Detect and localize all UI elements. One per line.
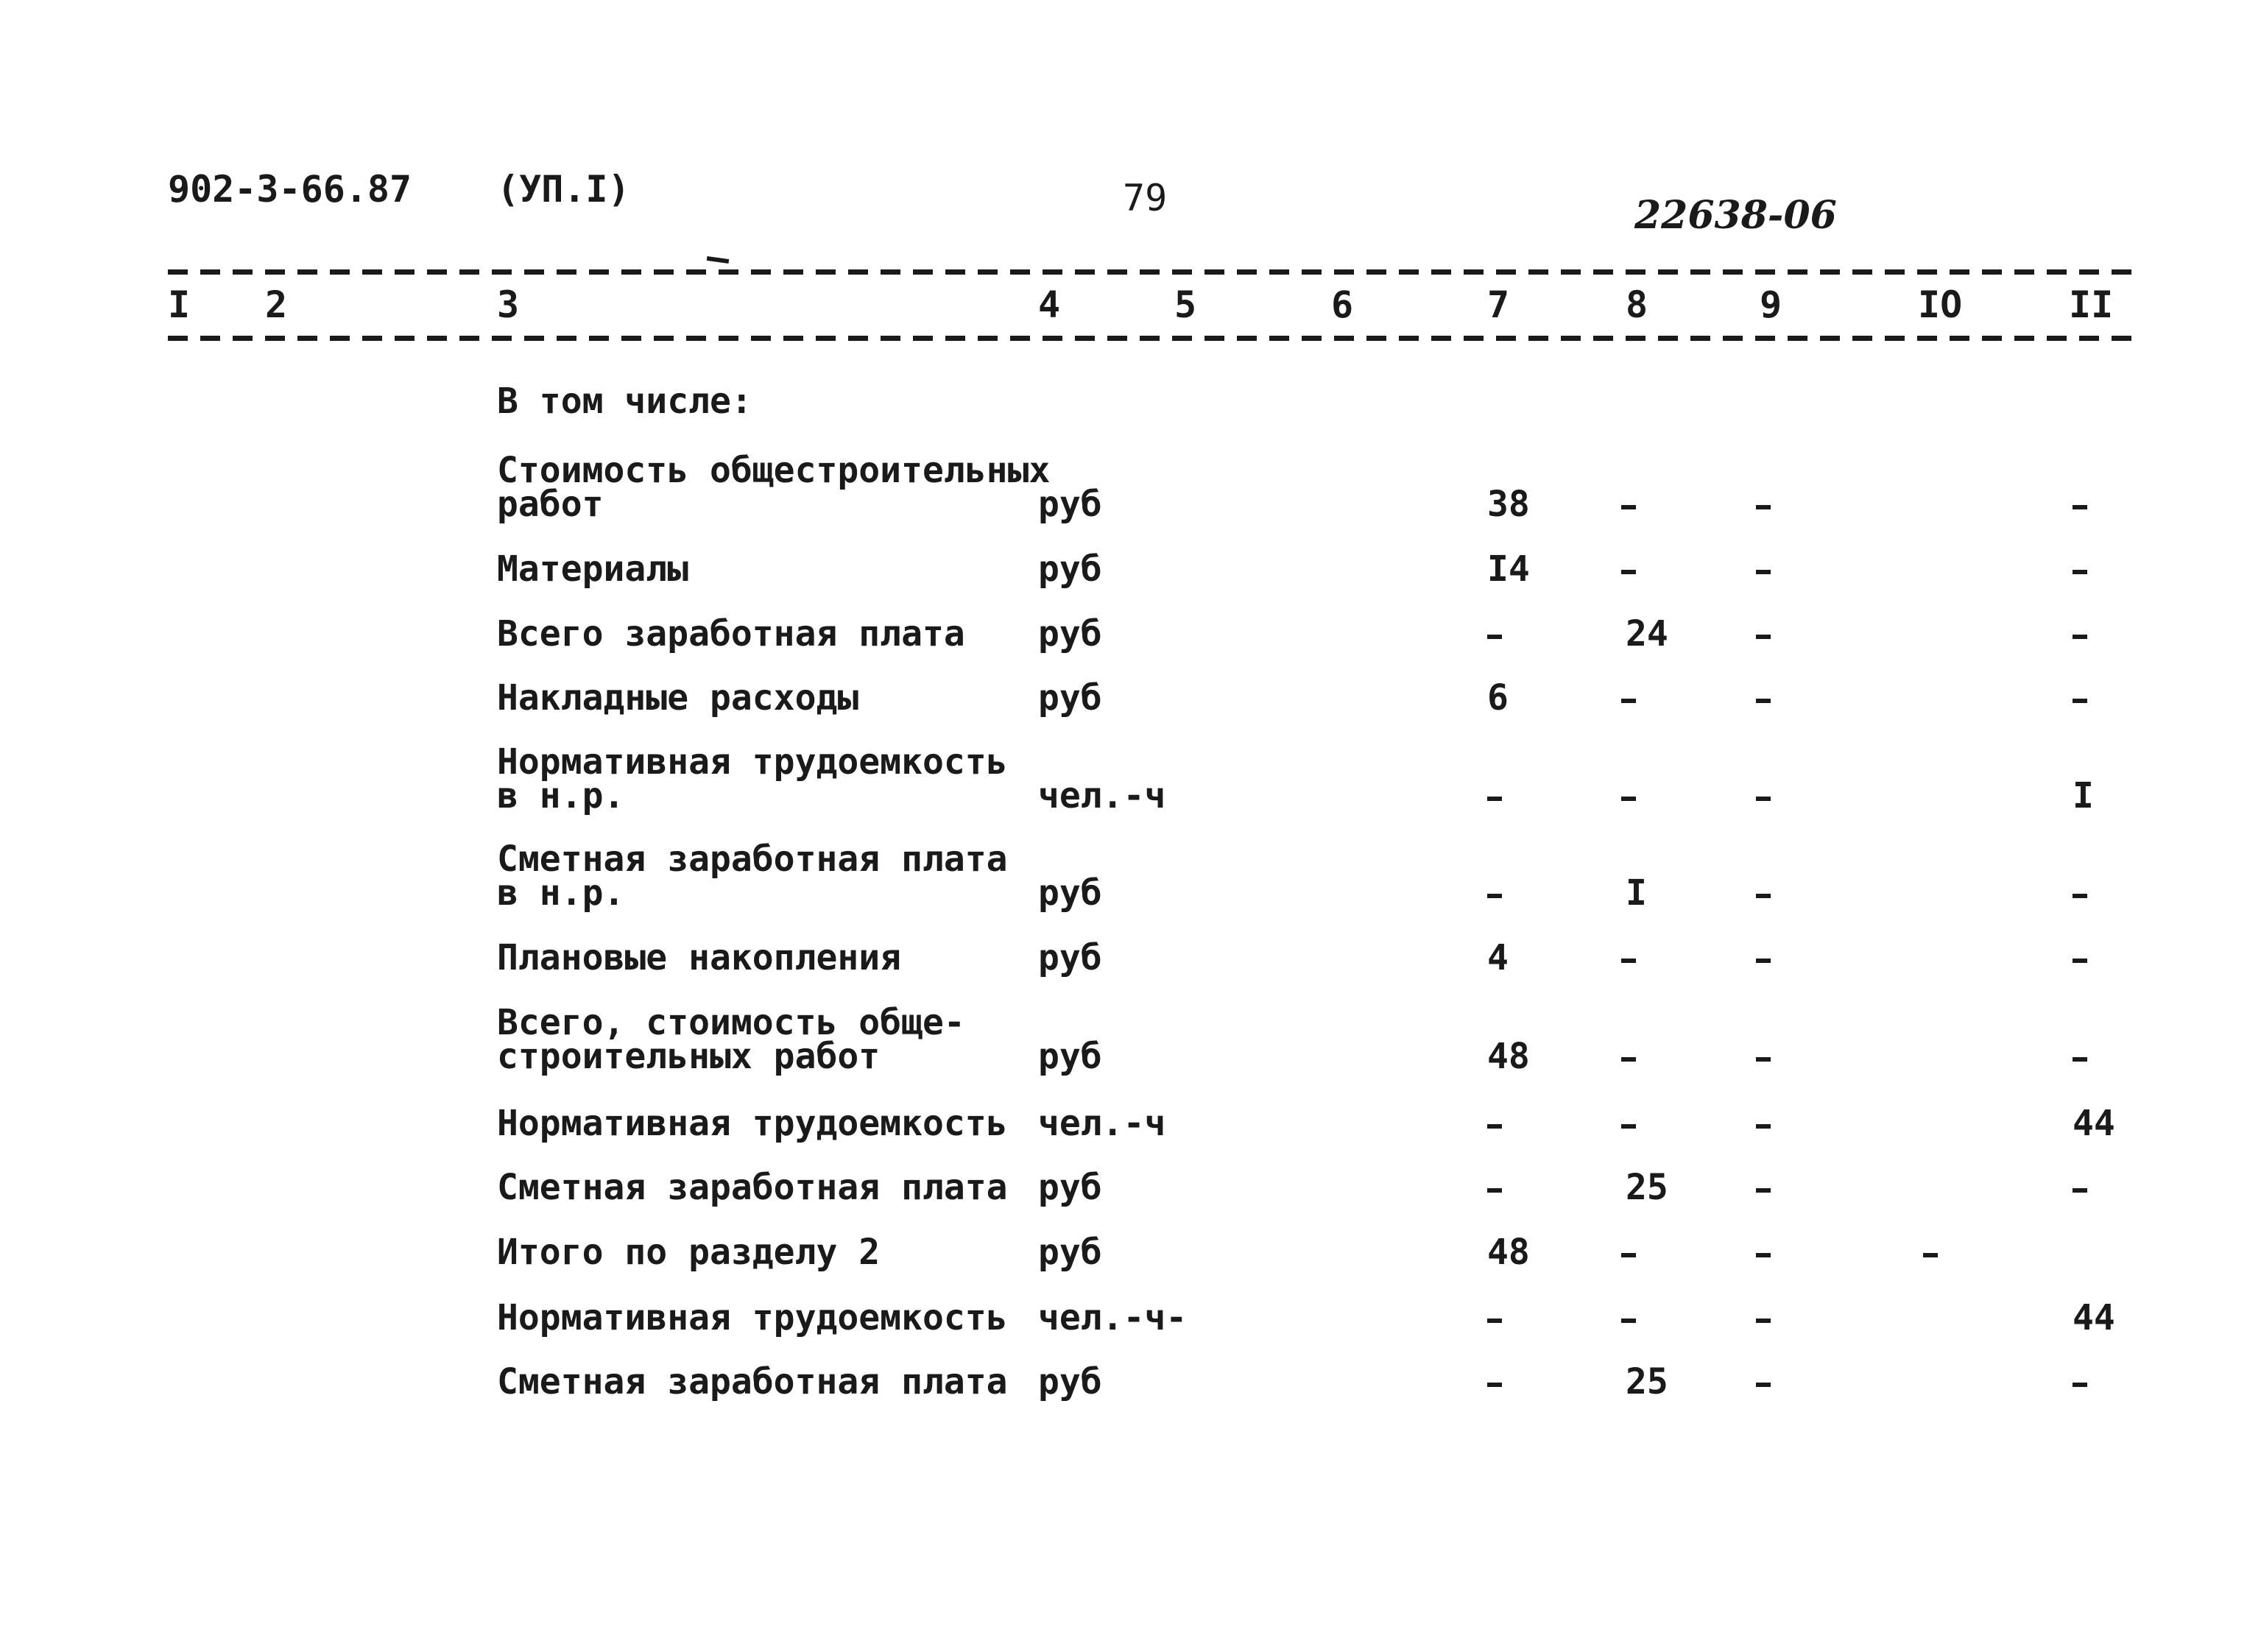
header-bottom-rule (168, 336, 2141, 341)
empty-value-dash (1756, 570, 1771, 574)
row-label (497, 1002, 965, 1077)
row-label-line: Сметная заработная плата (497, 839, 1008, 880)
empty-value-dash (1756, 1057, 1771, 1062)
empty-value-dash (2073, 959, 2087, 963)
unit-cell: руб (1038, 613, 1102, 654)
empty-value-dash (1487, 797, 1502, 801)
row-label-line: Сметная заработная плата (497, 1167, 1008, 1208)
unit-cell: чел.-ч- (1038, 1297, 1188, 1338)
header-top-rule (168, 269, 2141, 275)
unit-cell: руб (1038, 937, 1102, 978)
column-number: 2 (265, 283, 288, 326)
row-label-line: Нормативная трудоемкость (497, 1297, 1008, 1338)
empty-value-dash (1756, 1124, 1771, 1129)
empty-value-dash (1487, 1319, 1502, 1323)
value-cell: 4 (1487, 937, 1509, 978)
row-label (497, 548, 689, 590)
column-number: IO (1918, 283, 1963, 326)
row-label-line: Стоимость общестроительных (497, 450, 1051, 491)
empty-value-dash (2073, 570, 2087, 574)
row-label (497, 741, 1008, 816)
empty-value-dash (2073, 635, 2087, 639)
unit-cell: чел.-ч (1038, 775, 1166, 816)
column-number: I (168, 283, 191, 326)
column-number: 9 (1760, 283, 1782, 326)
row-label (497, 839, 1008, 914)
value-cell: 48 (1487, 1232, 1530, 1273)
empty-value-dash (1756, 699, 1771, 703)
column-number: 7 (1487, 283, 1510, 326)
value-cell: 25 (1626, 1361, 1668, 1402)
empty-value-dash (1621, 699, 1636, 703)
value-cell: 25 (1626, 1167, 1668, 1208)
empty-value-dash (1621, 570, 1636, 574)
row-label-line: в н.р. (497, 872, 625, 914)
empty-value-dash (1621, 1057, 1636, 1062)
unit-cell: руб (1038, 1232, 1102, 1273)
intro-text: В том числе: (497, 381, 752, 422)
row-label (497, 1232, 881, 1273)
empty-value-dash (1756, 797, 1771, 801)
empty-value-dash (1487, 1383, 1502, 1387)
empty-value-dash (1756, 1383, 1771, 1387)
column-number: 3 (497, 283, 520, 326)
value-cell: 6 (1487, 677, 1509, 719)
column-number: 8 (1626, 283, 1648, 326)
row-label (497, 1103, 1008, 1144)
empty-value-dash (1923, 1253, 1938, 1257)
archive-stamp-number: 22638-06 (1634, 193, 1837, 238)
row-label (497, 613, 965, 654)
row-label-line: Нормативная трудоемкость (497, 741, 1008, 783)
row-label-line: Плановые накопления (497, 937, 902, 978)
unit-cell: руб (1038, 1036, 1102, 1077)
row-label (497, 450, 1051, 525)
column-number: 5 (1174, 283, 1197, 326)
row-label-line: Итого по разделу 2 (497, 1232, 881, 1273)
value-cell: I4 (1487, 548, 1530, 590)
column-number: 4 (1038, 283, 1061, 326)
value-cell: 44 (2073, 1297, 2115, 1338)
empty-value-dash (1621, 1253, 1636, 1257)
empty-value-dash (2073, 699, 2087, 703)
row-label-line: Всего, стоимость обще- (497, 1002, 965, 1043)
row-label-line: Нормативная трудоемкость (497, 1103, 1008, 1144)
row-label-line: строительных работ (497, 1036, 881, 1077)
empty-value-dash (1621, 797, 1636, 801)
empty-value-dash (1621, 505, 1636, 509)
value-cell: I (2073, 775, 2094, 816)
unit-cell: чел.-ч (1038, 1103, 1166, 1144)
pen-mark (707, 256, 730, 264)
empty-value-dash (1756, 1319, 1771, 1323)
empty-value-dash (2073, 1057, 2087, 1062)
empty-value-dash (1621, 1319, 1636, 1323)
column-number: 6 (1331, 283, 1354, 326)
empty-value-dash (1756, 894, 1771, 898)
unit-cell: руб (1038, 677, 1102, 719)
row-label-line: Сметная заработная плата (497, 1361, 1008, 1402)
empty-value-dash (1487, 1188, 1502, 1193)
row-label (497, 1297, 1008, 1338)
empty-value-dash (1756, 1188, 1771, 1193)
row-label-line: Накладные расходы (497, 677, 859, 719)
row-label-line: работ (497, 484, 604, 525)
row-label-line: Материалы (497, 548, 689, 590)
row-label (497, 937, 902, 978)
empty-value-dash (2073, 894, 2087, 898)
row-label (497, 1361, 1008, 1402)
value-cell: 24 (1626, 613, 1668, 654)
row-label (497, 1167, 1008, 1208)
empty-value-dash (1756, 505, 1771, 509)
page-number: 79 (1123, 177, 1168, 219)
row-label (497, 677, 859, 719)
empty-value-dash (2073, 1383, 2087, 1387)
column-number: II (2069, 283, 2114, 326)
empty-value-dash (1756, 1253, 1771, 1257)
row-label-line: Всего заработная плата (497, 613, 965, 654)
section-label: (УП.I) (497, 168, 630, 211)
empty-value-dash (1621, 959, 1636, 963)
unit-cell: руб (1038, 1167, 1102, 1208)
unit-cell: руб (1038, 872, 1102, 914)
row-label-line: в н.р. (497, 775, 625, 816)
empty-value-dash (1487, 635, 1502, 639)
value-cell: 48 (1487, 1036, 1530, 1077)
empty-value-dash (1756, 959, 1771, 963)
unit-cell: руб (1038, 1361, 1102, 1402)
value-cell: 44 (2073, 1103, 2115, 1144)
empty-value-dash (1621, 1124, 1636, 1129)
empty-value-dash (2073, 505, 2087, 509)
empty-value-dash (1756, 635, 1771, 639)
empty-value-dash (1487, 894, 1502, 898)
unit-cell: руб (1038, 548, 1102, 590)
value-cell: 38 (1487, 484, 1530, 525)
empty-value-dash (1487, 1124, 1502, 1129)
empty-value-dash (2073, 1188, 2087, 1193)
unit-cell: руб (1038, 484, 1102, 525)
document-code: 902-3-66.87 (168, 168, 412, 211)
value-cell: I (1626, 872, 1647, 914)
